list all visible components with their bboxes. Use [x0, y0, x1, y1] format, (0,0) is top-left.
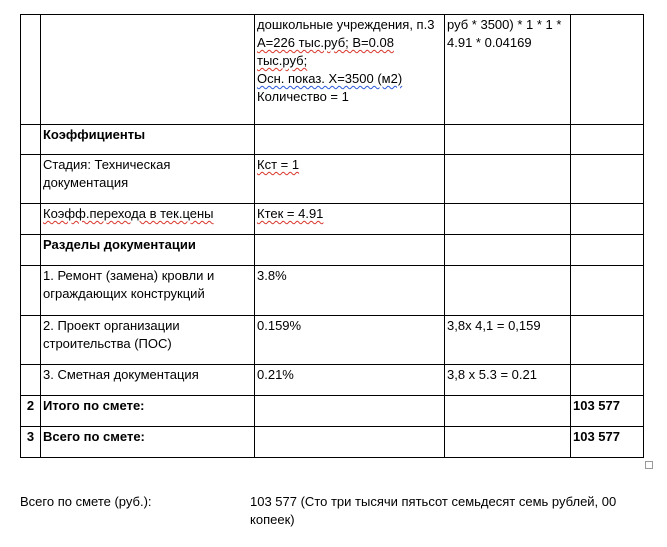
row-number-cell[interactable] [21, 235, 41, 266]
basis-cell[interactable]: 3.8% [255, 266, 445, 316]
table-row [21, 235, 644, 266]
basis-line: тыс.руб; [257, 53, 308, 68]
table-row [21, 316, 644, 365]
cost-cell[interactable] [571, 235, 644, 266]
name-cell[interactable]: Коэффициенты [41, 125, 255, 155]
basis-cell[interactable] [255, 427, 445, 458]
calc-cell[interactable]: 3,8 х 5.3 = 0.21 [445, 365, 571, 396]
table-row [21, 125, 644, 155]
row-number-cell[interactable]: 3 [21, 427, 41, 458]
calc-cell[interactable] [445, 15, 571, 125]
basis-line: А=226 тыс.руб; В=0.08 [257, 35, 394, 50]
calc-cell[interactable] [445, 125, 571, 155]
calc-cell[interactable]: 3,8х 4,1 = 0,159 [445, 316, 571, 365]
calc-cell[interactable] [445, 204, 571, 235]
summary-label: Всего по смете (руб.): [20, 494, 152, 509]
name-cell[interactable]: Всего по смете: [41, 427, 255, 458]
name-cell[interactable]: 1. Ремонт (замена) кровли и ограждающих конструкций [41, 266, 255, 316]
table-row [21, 15, 644, 125]
row-number-cell[interactable] [21, 125, 41, 155]
row-number-cell[interactable] [21, 15, 41, 125]
table-row [21, 155, 644, 204]
cost-cell[interactable] [571, 266, 644, 316]
calc-cell[interactable] [445, 396, 571, 427]
cost-cell[interactable] [571, 365, 644, 396]
cost-cell[interactable]: 103 577 [571, 427, 644, 458]
table-row [21, 396, 644, 427]
basis-cell[interactable] [255, 235, 445, 266]
name-cell[interactable]: 2. Проект организации строительства (ПОС) [41, 316, 255, 365]
row-number-cell[interactable] [21, 155, 41, 204]
basis-cell[interactable] [255, 125, 445, 155]
basis-cell[interactable]: 0.21% [255, 365, 445, 396]
name-cell[interactable]: 3. Сметная документация [41, 365, 255, 396]
basis-line: Осн. показ. X=3500 (м2) [257, 71, 403, 86]
row-number-cell[interactable] [21, 266, 41, 316]
basis-line: дошкольные учреждения, п.3 [257, 17, 435, 32]
basis-cell[interactable]: 0.159% [255, 316, 445, 365]
cost-cell[interactable] [571, 15, 644, 125]
calc-line: руб * 3500) * 1 * 1 * [447, 17, 562, 32]
basis-cell[interactable] [255, 396, 445, 427]
name-cell[interactable] [41, 15, 255, 125]
cost-cell[interactable] [571, 316, 644, 365]
cost-cell[interactable] [571, 125, 644, 155]
name-cell[interactable]: Стадия: Техническая документация [41, 155, 255, 204]
name-cell[interactable]: Разделы документации [41, 235, 255, 266]
summary-value: 103 577 (Сто три тысячи пятьсот семьдесят семь рублей, 00 копеек) [250, 494, 617, 527]
basis-cell[interactable]: Кст = 1 [255, 155, 445, 204]
row-number-cell[interactable]: 2 [21, 396, 41, 427]
row-number-cell[interactable] [21, 204, 41, 235]
name-cell[interactable]: Коэфф.перехода в тек.цены [41, 204, 255, 235]
table-row [21, 427, 644, 458]
table-row [21, 204, 644, 235]
cost-cell[interactable] [571, 155, 644, 204]
cost-cell[interactable] [571, 204, 644, 235]
calc-line: 4.91 * 0.04169 [447, 35, 532, 50]
row-number-cell[interactable] [21, 365, 41, 396]
calc-cell[interactable] [445, 155, 571, 204]
name-cell[interactable]: Итого по смете: [41, 396, 255, 427]
calc-cell[interactable] [445, 266, 571, 316]
calc-cell[interactable] [445, 427, 571, 458]
basis-line: Количество = 1 [257, 89, 349, 104]
estimate-table [20, 14, 644, 458]
calc-cell[interactable] [445, 235, 571, 266]
table-row [21, 266, 644, 316]
cost-cell[interactable]: 103 577 [571, 396, 644, 427]
row-number-cell[interactable] [21, 316, 41, 365]
table-row [21, 365, 644, 396]
table-resize-handle[interactable] [645, 461, 653, 469]
basis-cell[interactable]: Ктек = 4.91 [255, 204, 445, 235]
basis-cell[interactable] [255, 15, 445, 125]
